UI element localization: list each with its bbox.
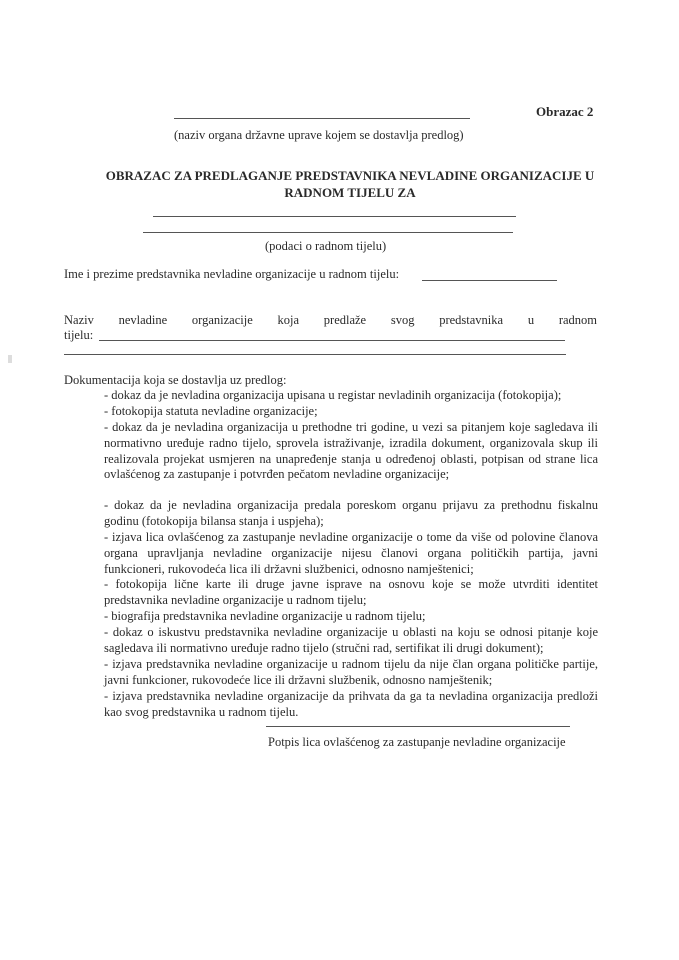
- documentation-heading: Dokumentacija koja se dostavlja uz predlog:: [64, 373, 287, 387]
- doc-item-9: - izjava predstavnika nevladine organizacije u radnom tijelu da nije član organa političke partije, javni funkcioner, rukovodeće lice ili državni službenik, odnosno namještenik;: [104, 657, 598, 687]
- doc-item-2: - fotokopija statuta nevladine organizacije;: [104, 404, 318, 418]
- ngo-name-blank-2[interactable]: [64, 354, 566, 355]
- ngo-name-blank-1[interactable]: [99, 340, 565, 341]
- signature-caption: Potpis lica ovlašćenog za zastupanje nevladine organizacije: [268, 735, 566, 749]
- authority-name-blank[interactable]: [174, 118, 470, 119]
- doc-item-10: - izjava predstavnika nevladine organizacije da prihvata da ga ta nevladina organizacija predloži kao svog predstavnika u radnom tijelu.: [104, 689, 598, 719]
- doc-item-5: - izjava lica ovlašćenog za zastupanje nevladine organizacije o tome da više od polovine članova organa upravljanja nevladine organizacije nijesu članovi organa političkih partija, javni funkcioneri, rukovodeća lica ili državni službenici, odnosno namještenici;: [104, 530, 598, 576]
- doc-item-6: - fotokopija lične karte ili druge javne isprave na osnovu koje se može utvrditi identitet predstavnika nevladine organizacije u radnom tijelu;: [104, 577, 598, 607]
- doc-item-8: - dokaz o iskustvu predstavnika nevladine organizacije u oblasti na koju se odnosi pitanje koje sagledava ili normativno uređuje radno tijelo (stručni rad, sertifikat ili drugi dokument);: [104, 625, 598, 655]
- working-body-blank-2[interactable]: [143, 232, 513, 233]
- authority-caption: (naziv organa državne uprave kojem se dostavlja predlog): [174, 128, 464, 142]
- representative-label: Ime i prezime predstavnika nevladine organizacije u radnom tijelu:: [64, 267, 400, 281]
- representative-name-blank[interactable]: [422, 280, 557, 281]
- form-number: Obrazac 2: [536, 104, 594, 119]
- form-title-line1: OBRAZAC ZA PREDLAGANJE PREDSTAVNIKA NEVLADINE ORGANIZACIJE U: [105, 168, 595, 183]
- signature-blank[interactable]: [266, 726, 570, 727]
- working-body-caption: (podaci o radnom tijelu): [265, 239, 387, 253]
- doc-item-4: - dokaz da je nevladina organizacija predala poreskom organu prijavu za prethodnu fiskalnu godinu (fotokopija bilansa stanja i uspjeha);: [104, 498, 598, 528]
- doc-item-7: - biografija predstavnika nevladine organizacije u radnom tijelu;: [104, 609, 426, 623]
- ngo-label-line2: tijelu:: [64, 328, 94, 342]
- doc-item-1: - dokaz da je nevladina organizacija upisana u registar nevladinih organizacija (fotokopija);: [104, 388, 562, 402]
- working-body-blank-1[interactable]: [153, 216, 516, 217]
- scan-mark: [8, 355, 12, 363]
- doc-item-3: - dokaz da je nevladina organizacija u prethodne tri godine, u vezi sa pitanjem koje sagledava ili normativno uređuje radno tijelo, sprovela istraživanje, izradila dokument, organizovala skup ili realizovala projekat usmjeren na unapređenje stanja u određenoj oblasti, potpisan od strane lica ovlašćenog za zastupanje i potvrđen pečatom nevladine organizacije;: [104, 420, 598, 482]
- form-title-line2: RADNOM TIJELU ZA: [284, 185, 416, 200]
- ngo-label-line1: Naziv nevladine organizacije koja predlaže svog predstavnika u radnom: [64, 313, 597, 327]
